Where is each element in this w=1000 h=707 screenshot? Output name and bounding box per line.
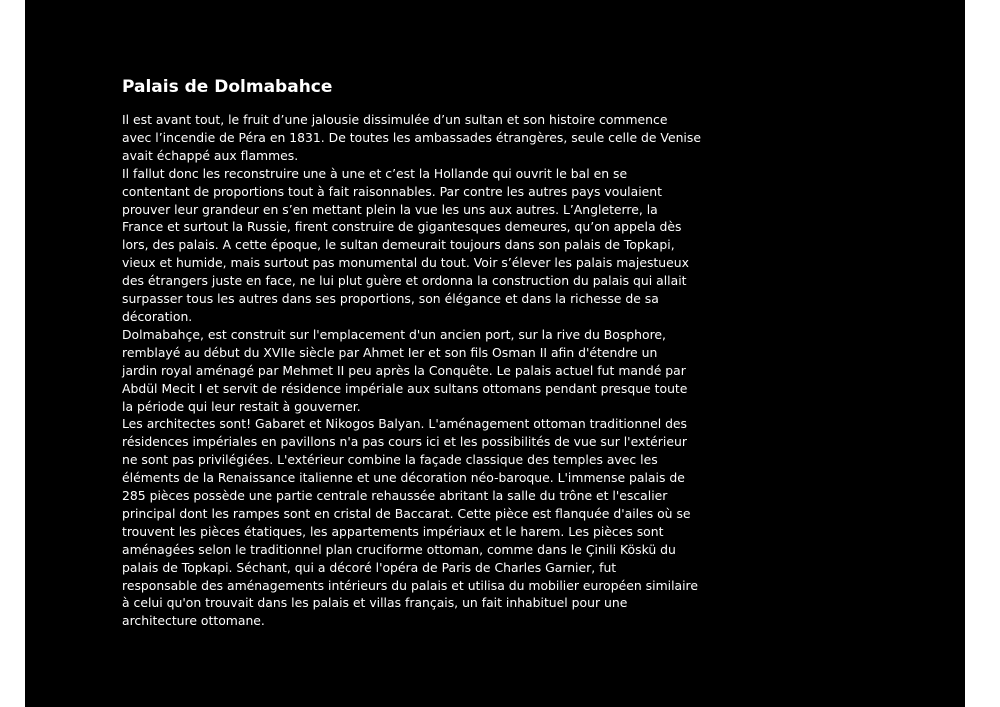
text-line: avec l’incendie de Péra en 1831. De toutes les ambassades étrangères, seule celle de Venise [122,129,701,145]
text-line: prouver leur grandeur en s’en mettant plein la vue les uns aux autres. L’Angleterre, la [122,201,658,217]
text-line: vieux et humide, mais surtout pas monumental du tout. Voir s’élever les palais majestueux [122,255,689,271]
body-text [122,111,712,630]
text-line: palais de Topkapi. Séchant, qui a décoré l'opéra de Paris de Charles Garnier, fut [122,559,617,575]
text-line: Il est avant tout, le fruit d’une jalousie dissimulée d’un sultan et son histoire commence [122,112,668,127]
text-line: Il fallut donc les reconstruire une à une et c’est la Hollande qui ouvrit le bal en se [122,165,628,181]
text-line: avait échappé aux flammes. [122,147,299,163]
text-line: contentant de proportions tout à fait raisonnables. Par contre les autres pays voulaient [122,183,662,199]
text-line: la période qui leur restait à gouverner. [122,398,361,414]
text-line: jardin royal aménagé par Mehmet II peu après la Conquête. Le palais actuel fut mandé par [122,362,686,378]
page-title: Palais de Dolmabahce [122,77,333,97]
text-line: à celui qu'on trouvait dans les palais et villas français, un fait inhabituel pour une [122,595,628,611]
text-line: aménagées selon le traditionnel plan cruciforme ottoman, comme dans le Çinili Köskü du [122,541,676,557]
text-line: des étrangers juste en face, ne lui plut guère et ordonna la construction du palais qui allait [122,273,687,289]
text-line: éléments de la Renaissance italienne et une décoration néo-baroque. L'immense palais de [122,470,685,486]
text-line: Les architectes sont! Gabaret et Nikogos Balyan. L'aménagement ottoman traditionnel des [122,416,688,432]
text-line: architecture ottomane. [122,613,265,629]
text-line: décoration. [122,308,193,324]
text-line: principal dont les rampes sont en cristal de Baccarat. Cette pièce est flanquée d'ailes où se [122,505,691,521]
text-line: surpasser tous les autres dans ses proportions, son élégance et dans la richesse de sa [122,291,659,307]
text-line: résidences impériales en pavillons n'a pas cours ici et les possibilités de vue sur l'extérieur [122,434,687,450]
text-line: remblayé au début du XVIIe siècle par Ahmet Ier et son fils Osman II afin d'étendre un [122,344,658,360]
slide-page [25,0,965,707]
text-line: Dolmabahçe, est construit sur l'emplacement d'un ancien port, sur la rive du Bosphore, [122,326,666,342]
text-line: lors, des palais. A cette époque, le sultan demeurait toujours dans son palais de Topkapi, [122,237,675,253]
text-line: ne sont pas privilégiées. L'extérieur combine la façade classique des temples avec les [122,452,658,468]
text-line: France et surtout la Russie, firent construire de gigantesques demeures, qu’on appela dès [122,219,682,235]
text-line: 285 pièces possède une partie centrale rehaussée abritant la salle du trône et l'escalier [122,488,668,504]
text-line: trouvent les pièces étatiques, les appartements impériaux et le harem. Les pièces sont [122,523,664,539]
text-line: Abdül Mecit I et servit de résidence impériale aux sultans ottomans pendant presque toute [122,380,688,396]
text-line: responsable des aménagements intérieurs du palais et utilisa du mobilier européen similaire [122,577,699,593]
